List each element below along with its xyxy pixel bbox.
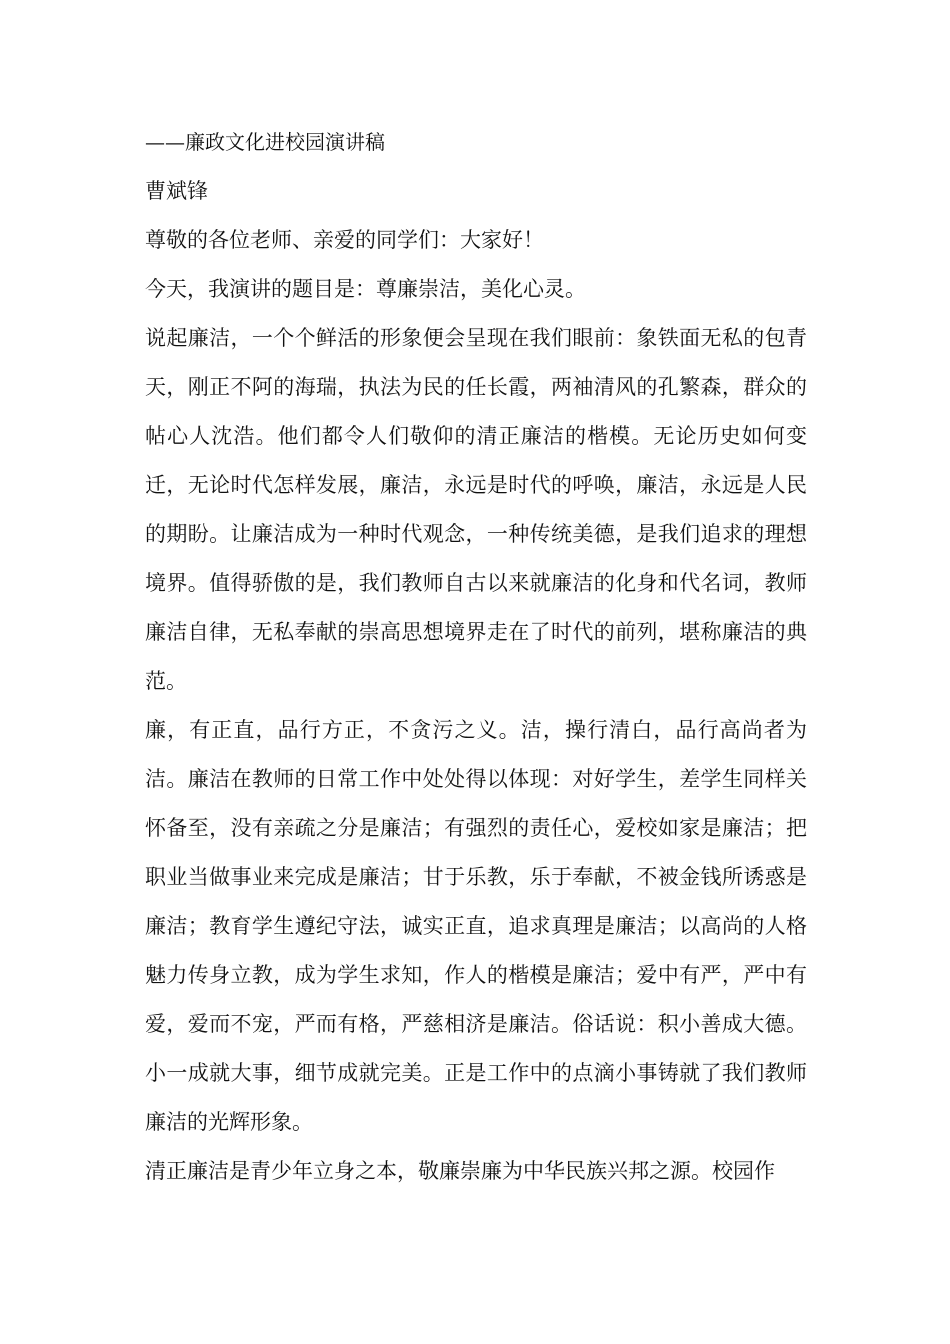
speech-greeting: 尊敬的各位老师、亲爱的同学们：大家好！ [145,228,544,252]
document-author: 曹斌锋 [145,179,208,203]
paragraph-1: 说起廉洁，一个个鲜活的形象便会呈现在我们眼前：象铁面无私的包青天，刚正不阿的海瑞，执法为民的任长霞，两袖清风的孔繁森，群众的帖心人沈浩。他们都令人们敬仰的清正廉洁的楷模。无论历史如何变迁，无论时代怎样发展，廉洁，永远是时代的呼唤，廉洁，永远是人民的期盼。让廉洁成为一种时代观念，一种传统美德，是我们追求的理想境界。值得骄傲的是，我们教师自古以来就廉洁的化身和代名词，教师廉洁自律，无私奉献的崇高思想境界走在了时代的前列，堪称廉洁的典范。 [145,326,807,693]
speech-topic: 今天，我演讲的题目是：尊廉崇洁，美化心灵。 [145,277,586,301]
paragraph-2: 廉，有正直，品行方正，不贪污之义。洁，操行清白，品行高尚者为洁。廉洁在教师的日常工作中处处得以体现：对好学生，差学生同样关怀备至，没有亲疏之分是廉洁；有强烈的责任心，爱校如家是廉洁；把职业当做事业来完成是廉洁；甘于乐教，乐于奉献，不被金钱所诱惑是廉洁；教育学生遵纪守法，诚实正直，追求真理是廉洁；以高尚的人格魅力传身立教，成为学生求知，作人的楷模是廉洁；爱中有严，严中有爱，爱而不宠，严而有格，严慈相济是廉洁。俗话说：积小善成大德。小一成就大事，细节成就完美。正是工作中的点滴小事铸就了我们教师廉洁的光辉形象。 [145,718,807,1134]
paragraph-3: 清正廉洁是青少年立身之本，敬廉崇廉为中华民族兴邦之源。校园作 [145,1159,775,1183]
document-subtitle: ——廉政文化进校园演讲稿 [145,130,385,154]
document-page [145,118,807,1196]
